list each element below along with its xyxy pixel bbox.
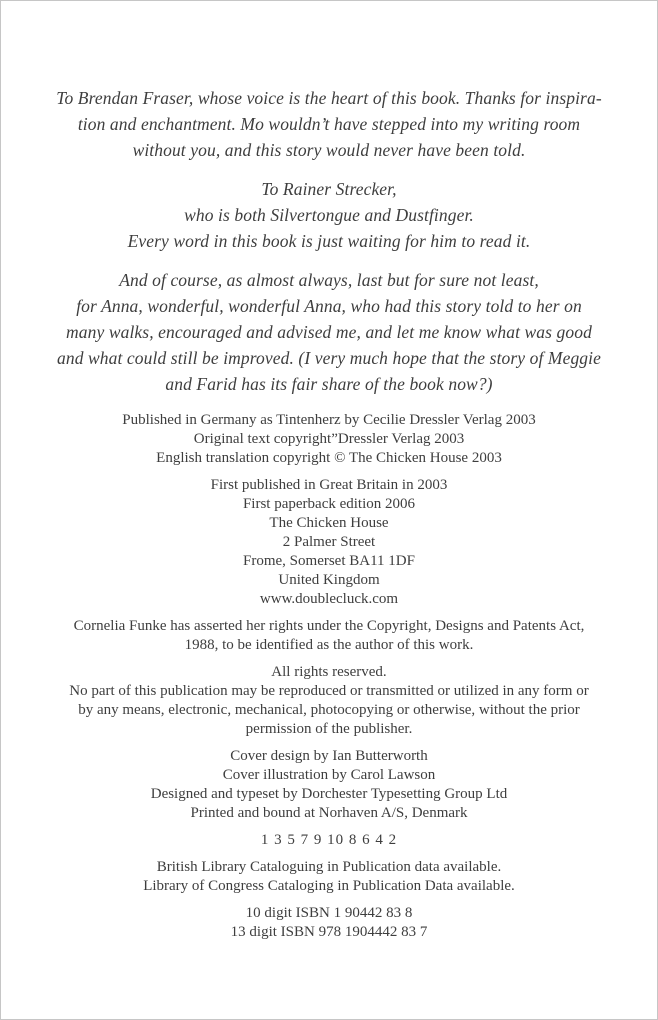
text-line: Original text copyright”Dressler Verlag 2003 — [193, 431, 465, 447]
text-line: British Library Cataloguing in Publication data available. — [156, 859, 502, 875]
text-line: tion and enchantment. Mo wouldn’t have stepped into my writing room — [77, 114, 581, 134]
text-line: who is both Silvertongue and Dustfinger. — [184, 205, 474, 225]
text-line: Every word in this book is just waiting for him to read it. — [127, 231, 531, 251]
text-line: 2 Palmer Street — [282, 534, 376, 550]
text-line: No part of this publication may be reproduced or transmitted or utilized in any form or — [69, 683, 589, 699]
dedication-anna — [37, 267, 621, 397]
text-line: Cover illustration by Carol Lawson — [222, 767, 436, 783]
text-line: and what could still be improved. (I very much hope that the story of Meggie — [57, 348, 601, 368]
dedication-rainer-strecker — [37, 176, 621, 254]
text-line: United Kingdom — [278, 572, 380, 588]
text-line: Library of Congress Cataloging in Publication Data available. — [143, 878, 515, 894]
text-line: The Chicken House — [269, 515, 389, 531]
text-line: www.doublecluck.com — [259, 591, 399, 607]
text-line: Designed and typeset by Dorchester Typesetting Group Ltd — [150, 786, 508, 802]
text-line: Frome, Somerset BA11 1DF — [243, 553, 415, 569]
text-line: First paperback edition 2006 — [242, 496, 416, 512]
text-line: many walks, encouraged and advised me, and let me know what was good — [66, 322, 592, 342]
text-line: 1988, to be identified as the author of this work. — [184, 637, 474, 653]
text-line: Cornelia Funke has asserted her rights under the Copyright, Designs and Patents Act, — [73, 618, 585, 634]
text-line: First published in Great Britain in 2003 — [210, 477, 448, 493]
text-line: And of course, as almost always, last but for sure not least, — [119, 270, 539, 290]
text-line: without you, and this story would never have been told. — [132, 140, 526, 160]
text-line: by any means, electronic, mechanical, photocopying or otherwise, without the prior — [78, 702, 580, 718]
text-line: Printed and bound at Norhaven A/S, Denmark — [190, 805, 468, 821]
text-line: All rights reserved. — [271, 664, 387, 680]
text-line: 10 digit ISBN 1 90442 83 8 — [245, 905, 413, 921]
text-line: English translation copyright © The Chicken House 2003 — [156, 450, 502, 466]
text-line: 1 3 5 7 9 10 8 6 4 2 — [260, 832, 398, 848]
imprint-isbn — [29, 904, 629, 942]
text-line: Published in Germany as Tintenherz by Cecilie Dressler Verlag 2003 — [122, 412, 536, 428]
dedication-brendan-fraser — [37, 85, 621, 163]
text-line: To Rainer Strecker, — [261, 179, 397, 199]
page-content — [1, 1, 657, 942]
text-line: and Farid has its fair share of the book now?) — [165, 374, 493, 394]
imprint-author-assertion — [29, 617, 629, 655]
imprint-german-edition — [29, 411, 629, 468]
text-line: Cover design by Ian Butterworth — [230, 748, 428, 764]
imprint-cataloguing — [29, 858, 629, 896]
imprint-credits — [29, 747, 629, 823]
imprint-printing-number-line — [29, 831, 629, 850]
text-line: for Anna, wonderful, wonderful Anna, who had this story told to her on — [76, 296, 582, 316]
text-line: To Brendan Fraser, whose voice is the heart of this book. Thanks for inspira- — [56, 88, 602, 108]
text-line: 13 digit ISBN 978 1904442 83 7 — [230, 924, 428, 940]
text-line: permission of the publisher. — [245, 721, 413, 737]
imprint-publisher-address — [29, 476, 629, 609]
imprint-rights-reserved — [29, 663, 629, 739]
